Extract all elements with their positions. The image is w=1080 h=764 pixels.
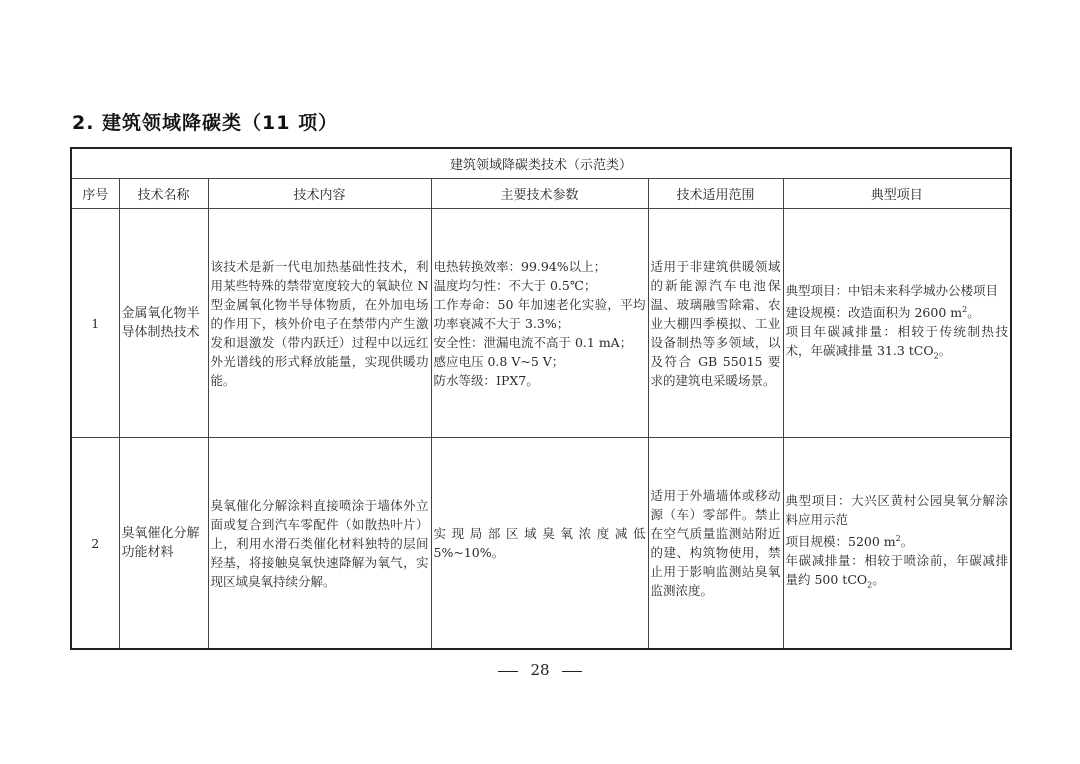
punctuation: 。 [938,342,952,358]
application-scope: 适用于非建筑供暖领域的新能源汽车电池保温、玻璃融雪除霜、农业大棚四季模拟、工业设备制热等多领域，以及符合 GB 55015 要求的建筑电采暖场景。 [648,209,783,438]
punctuation: 。 [872,572,885,588]
technology-content: 臭氧催化分解涂料直接喷涂于墙体外立面或复合到汽车零配件（如散热叶片）上，利用水滑石类催化材料独特的层间羟基，将接触臭氧快速降解为氧气，实现区域臭氧持续分解。 [208,438,431,650]
project-name: 典型项目：大兴区黄村公园臭氧分解涂料应用示范 [785,493,1009,528]
technology-table [70,147,1012,650]
project-scale [786,300,1009,322]
table-row [71,438,1011,650]
param-line: 防水等级：IPX7。 [433,372,539,388]
project-reduction [786,322,1009,366]
param-line: 温度均匀性：不大于 0.5℃； [433,277,597,293]
project-name: 典型项目：中铝未来科学城办公楼项目 [785,282,999,298]
column-header-index: 序号 [71,179,119,209]
row-index: 2 [71,438,119,650]
co2-subscript: 2 [933,351,939,361]
column-header-params: 主要技术参数 [431,179,648,209]
param-line: 实现局部区域臭氧浓度减低 5%~10%。 [433,526,646,560]
punctuation: 。 [900,534,914,550]
project-reduction-text: 年碳减排量：相较于喷涂前，年碳减排量约 500 tCO [785,553,1009,588]
page-number: 28 [530,661,550,679]
project-scale-text: 项目规模：5200 m [785,534,896,550]
project-reduction [786,551,1009,595]
technology-name: 金属氧化物半导体制热技术 [119,209,208,438]
param-line: 感应电压 0.8 V~5 V； [433,353,565,369]
application-scope: 适用于外墙墙体或移动源（车）零部件。禁止在空气质量监测站附近的建、构筑物使用，禁止用于影响监测站臭氧监测浓度。 [648,438,783,650]
table-caption-row [71,148,1011,179]
param-line: 电热转换效率：99.94%以上； [433,258,607,274]
punctuation: 。 [967,304,980,320]
column-header-scope: 技术适用范围 [648,179,783,209]
co2-subscript: 2 [867,580,873,590]
typical-project [783,438,1011,650]
project-scale [786,529,1009,551]
page-footer [0,661,1080,679]
typical-project [783,209,1011,438]
param-line: 工作寿命：50 年加速老化实验，平均功率衰减不大于 3.3%； [433,296,646,331]
table-header-row [71,179,1011,209]
unit-superscript: 2 [962,304,968,314]
column-header-name: 技术名称 [119,179,208,209]
row-index: 1 [71,209,119,438]
column-header-project: 典型项目 [783,179,1011,209]
section-title: 2. 建筑领域降碳类（11 项） [72,112,339,134]
technology-params [431,209,648,438]
dash-right [562,671,582,672]
table-row [71,209,1011,438]
table-caption: 建筑领域降碳类技术（示范类） [71,148,1011,179]
project-reduction-text: 项目年碳减排量：相较于传统制热技术，年碳减排量 31.3 tCO [785,323,1009,358]
unit-superscript: 2 [895,534,901,544]
technology-content: 该技术是新一代电加热基础性技术，利用某些特殊的禁带宽度较大的氧缺位 N 型金属氧化物半导体物质，在外加电场的作用下，核外价电子在禁带内产生激发和退激发（带内跃迁）过程中以远红外光谱线的形式释放能量，实现供暖功能。 [208,209,431,438]
project-scale-text: 建设规模：改造面积为 2600 m [785,304,963,320]
param-line: 安全性：泄漏电流不高于 0.1 mA； [433,334,633,350]
dash-left [498,671,518,672]
technology-params [431,438,648,650]
technology-name: 臭氧催化分解功能材料 [119,438,208,650]
column-header-content: 技术内容 [208,179,431,209]
